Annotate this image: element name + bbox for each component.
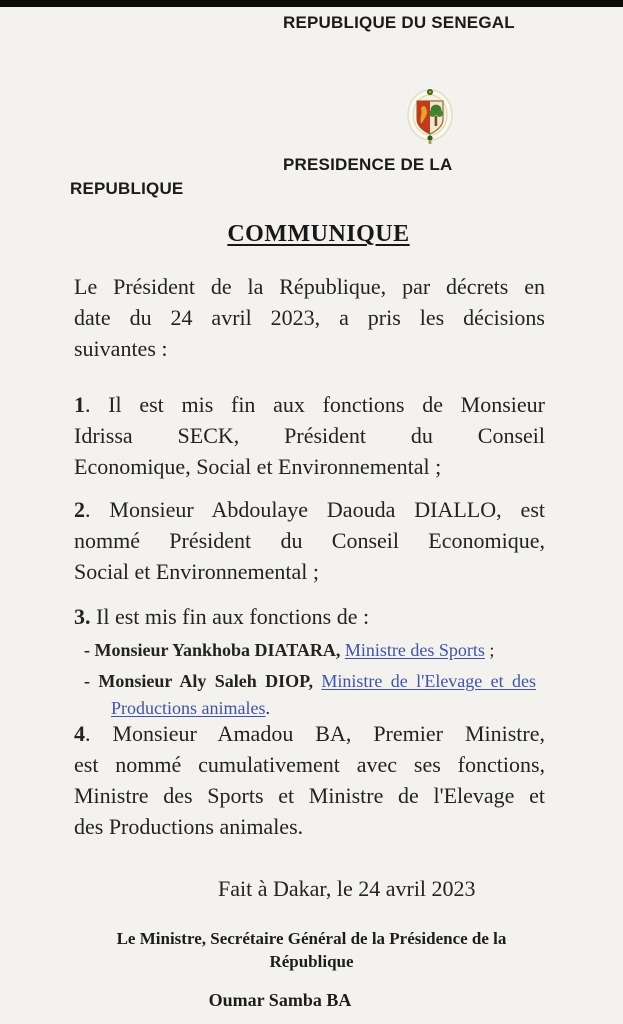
header-country-title: REPUBLIQUE DU SENEGAL <box>283 13 515 32</box>
header-presidency-line2: REPUBLIQUE <box>70 179 184 198</box>
text-line <box>74 718 545 749</box>
text-run: Ministre des Sports et Ministre de l'Elevage et <box>74 783 545 808</box>
text-run: ; <box>484 640 495 660</box>
text-line <box>74 333 545 364</box>
paragraph-intro <box>74 271 545 364</box>
sublist-item-diop <box>84 668 536 722</box>
text-run: suivantes : <box>74 336 168 361</box>
text-line <box>84 637 536 664</box>
text-line <box>74 601 545 632</box>
document-title-text: COMMUNIQUE <box>227 221 410 247</box>
text-line <box>74 271 545 302</box>
text-line <box>74 811 545 842</box>
decision-3-sublist <box>84 637 536 722</box>
text-run: Le Président de la République, par décrets en <box>74 274 545 299</box>
text-line <box>74 494 545 525</box>
bold-text-run: 3. <box>74 604 91 629</box>
text-line <box>74 420 545 451</box>
bold-text-run: 2 <box>74 497 85 522</box>
text-line <box>74 525 545 556</box>
text-run: . Monsieur Abdoulaye Daouda DIALLO, est <box>85 497 545 522</box>
signature-title <box>0 927 623 973</box>
paragraph-decision-4 <box>74 718 545 842</box>
link-ministre-elevage-line1[interactable]: Ministre de l'Elevage et des <box>321 671 536 691</box>
text-run: . Il est mis fin aux fonctions de Monsieur <box>85 392 545 417</box>
text-line <box>84 668 536 695</box>
bold-text-run: - Monsieur Yankhoba DIATARA, <box>84 640 345 660</box>
signature-name: Oumar Samba BA <box>208 990 352 1010</box>
text-run: Il est mis fin aux fonctions de : <box>90 604 370 629</box>
bold-text-run: 4 <box>74 721 85 746</box>
text-line <box>74 780 545 811</box>
dateline: Fait à Dakar, le 24 avril 2023 <box>218 876 476 901</box>
text-run: . <box>265 698 270 718</box>
text-line <box>74 302 545 333</box>
text-run: Idrissa SECK, Président du Conseil <box>74 423 545 448</box>
text-line <box>74 749 545 780</box>
header-presidency-line1: PRESIDENCE DE LA <box>283 155 453 174</box>
text-run: est nommé cumulativement avec ses fonctions, <box>74 752 545 777</box>
text-run: des Productions animales. <box>74 814 304 839</box>
top-black-bar <box>0 0 623 7</box>
text-run: nommé Président du Conseil Economique, <box>74 528 545 553</box>
bold-text-run: 1 <box>74 392 85 417</box>
sublist-item-diatara <box>84 637 536 664</box>
text-run: Economique, Social et Environnemental ; <box>74 454 442 479</box>
signature-title-line2: République <box>269 952 354 971</box>
signature-title-line1: Le Ministre, Secrétaire Général de la Présidence de la <box>116 929 507 948</box>
bold-text-run: - Monsieur Aly Saleh DIOP, <box>84 671 322 691</box>
paragraph-decision-2 <box>74 494 545 587</box>
paragraph-decision-3-heading <box>74 601 545 632</box>
text-run: date du 24 avril 2023, a pris les décisions <box>74 305 545 330</box>
link-ministre-elevage-line2[interactable]: Productions animales <box>111 698 266 718</box>
text-line <box>74 389 545 420</box>
text-run: Social et Environnemental ; <box>74 559 319 584</box>
text-run: . Monsieur Amadou BA, Premier Ministre, <box>85 721 545 746</box>
document-title <box>0 221 623 248</box>
text-line <box>74 451 545 482</box>
link-ministre-des-sports[interactable]: Ministre des Sports <box>344 640 485 660</box>
text-line <box>74 556 545 587</box>
paragraph-decision-1 <box>74 389 545 482</box>
senegal-coat-of-arms-icon <box>406 86 454 146</box>
